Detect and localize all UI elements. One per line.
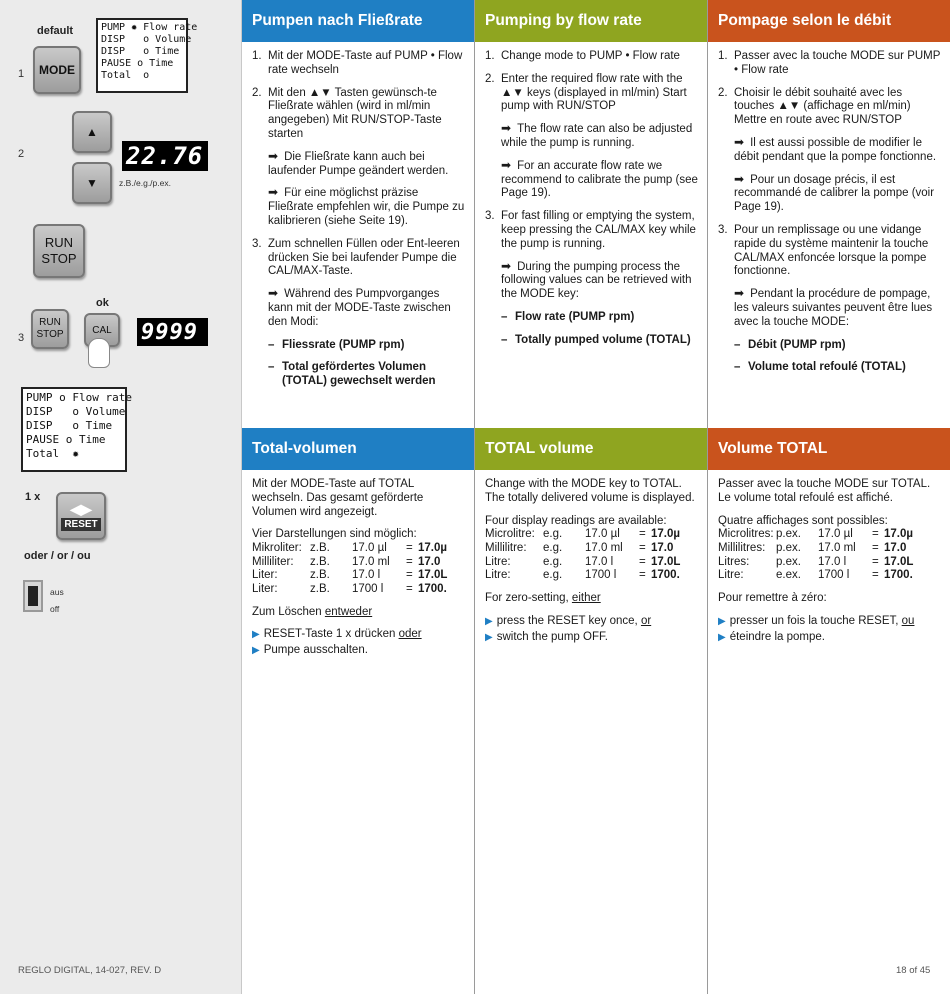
display-readings-intro: Four display readings are available: bbox=[485, 514, 667, 527]
units-cell: = bbox=[639, 555, 646, 568]
units-table bbox=[252, 542, 447, 596]
units-row bbox=[485, 528, 680, 542]
note-1: ➡ The flow rate can also be adjusted while the pump is running. bbox=[501, 121, 693, 149]
units-cell: 17.0L bbox=[418, 569, 448, 582]
column-german bbox=[242, 0, 475, 994]
flow-instructions-en bbox=[485, 50, 699, 366]
reset-intro: Zum Löschen entweder bbox=[252, 605, 373, 618]
finger-icon bbox=[88, 338, 110, 368]
units-table bbox=[718, 528, 913, 582]
units-cell: Liter: bbox=[252, 569, 278, 582]
units-cell: = bbox=[406, 555, 413, 568]
units-cell: 1700. bbox=[418, 582, 447, 595]
sidebar-illustrations bbox=[0, 0, 242, 994]
mode-item: – Volume total refoulé (TOTAL) bbox=[734, 361, 906, 374]
arrow-icon: ➡ bbox=[734, 171, 745, 186]
arrow-icon: ➡ bbox=[268, 185, 279, 200]
units-cell: 17.0 l bbox=[352, 569, 381, 582]
cal-key-label: CAL bbox=[92, 324, 112, 336]
units-cell: p.ex. bbox=[776, 555, 801, 568]
units-cell: 17.0 bbox=[651, 541, 674, 554]
run-stop-key-label: RUN STOP bbox=[41, 235, 77, 266]
units-cell: Mikroliter: bbox=[252, 542, 302, 555]
power-switch-icon bbox=[23, 580, 43, 612]
units-cell: = bbox=[872, 528, 879, 541]
triangle-bullet-icon: ▶ bbox=[252, 629, 260, 641]
step-1: 1. Passer avec la touche MODE sur PUMP • Flow rate bbox=[718, 50, 941, 76]
ok-label: ok bbox=[96, 297, 109, 309]
display-readings-intro: Vier Darstellungen sind möglich: bbox=[252, 528, 417, 541]
units-cell: Millilitre: bbox=[485, 541, 527, 554]
up-key bbox=[72, 111, 112, 153]
section-title-flow-fr: Pompage selon le débit bbox=[708, 0, 950, 42]
units-cell: Milliliter: bbox=[252, 555, 294, 568]
mode-display-lcd-flow: PUMP ✹ Flow rate DISP o Volume DISP o Time PAUSE o Time Total o bbox=[96, 18, 188, 93]
units-cell: Microlitres: bbox=[718, 528, 774, 541]
arrow-icon: ➡ bbox=[501, 258, 512, 273]
units-cell: z.B. bbox=[310, 555, 330, 568]
units-cell: p.ex. bbox=[776, 541, 801, 554]
units-cell: = bbox=[406, 569, 413, 582]
note-3: ➡ Während des Pumpvorganges kann mit der MODE-Taste zwischen den Modi: bbox=[268, 286, 451, 328]
units-cell: 17.0 µl bbox=[585, 528, 620, 541]
mode-item: – Flow rate (PUMP rpm) bbox=[501, 310, 635, 323]
section-title-flow-de: Pumpen nach Fließrate bbox=[242, 0, 474, 42]
mode-display-lcd-total: PUMP o Flow rate DISP o Volume DISP o Time PAUSE o Time Total ✹ bbox=[21, 387, 127, 472]
run-stop-small-label: RUN STOP bbox=[36, 317, 64, 340]
mode-key-label: MODE bbox=[39, 63, 75, 77]
example-note: z.B./e.g./p.ex. bbox=[119, 178, 171, 188]
step-3: 3. Pour un remplissage ou une vidange rapide du système maintenir la touche CAL/MAX enfoncée lorsque la pompe fonctionne. ➡ Pendant la procédure de pompage, les valeurs suivantes peuvent être lues avec la touche MODE: – Débit (PUMP rpm) – Volume total refoulé (TOTAL) bbox=[718, 224, 942, 384]
note-2: ➡ For an accurate flow rate we recommend to calibrate the pump (see Page 19). bbox=[501, 157, 698, 200]
total-instructions-de bbox=[252, 478, 466, 658]
units-row bbox=[485, 569, 680, 583]
units-row bbox=[252, 583, 447, 597]
section-title-total-de: Total-volumen bbox=[242, 428, 474, 470]
arrow-icon: ➡ bbox=[268, 148, 279, 163]
triangle-bullet-icon: ▶ bbox=[485, 631, 493, 643]
reset-option-2: ▶ Pumpe ausschalten. bbox=[252, 644, 368, 657]
units-cell: = bbox=[639, 541, 646, 554]
units-cell: 17.0 ml bbox=[818, 541, 856, 554]
units-cell: = bbox=[639, 569, 646, 582]
units-cell: z.B. bbox=[310, 569, 330, 582]
units-row bbox=[718, 556, 913, 570]
max-display: 9999 bbox=[137, 318, 208, 346]
units-cell: 17.0µ bbox=[418, 542, 448, 555]
total-instructions-fr bbox=[718, 478, 942, 645]
times-label: 1 x bbox=[25, 491, 41, 503]
footer-document-id: REGLO DIGITAL, 14-027, REV. D bbox=[18, 965, 162, 976]
units-cell: 1700. bbox=[884, 569, 913, 582]
units-cell: 17.0 ml bbox=[585, 541, 623, 554]
arrow-icon: ➡ bbox=[734, 286, 745, 301]
triangle-bullet-icon: ▶ bbox=[485, 615, 493, 627]
step-2: 2. Choisir le débit souhaité avec les touches ▲▼ (affichage en ml/min) Mettre en route avec RUN/STOP ➡ Il est aussi possible de modifier le débit pendant que la pompe fonctionne. ➡ Pour un dosage précis, il est recommandé de calibrer la pompe (voir Page 19). bbox=[718, 87, 942, 215]
units-cell: e.g. bbox=[543, 528, 563, 541]
mode-item: – Fliessrate (PUMP rpm) bbox=[268, 338, 405, 351]
units-row bbox=[718, 569, 913, 583]
flow-instructions-de bbox=[252, 50, 466, 407]
arrow-icon: ➡ bbox=[268, 286, 279, 301]
units-cell: 17.0 bbox=[884, 541, 907, 554]
footer-page-number: 18 of 45 bbox=[896, 965, 931, 976]
or-label: oder / or / ou bbox=[24, 550, 91, 562]
units-cell: 17.0 bbox=[418, 555, 441, 568]
step-3-number: 3 bbox=[18, 332, 25, 344]
step-1: 1. Change mode to PUMP • Flow rate bbox=[485, 50, 680, 62]
step-2: 2. Enter the required flow rate with the ▲▼ keys (displayed in ml/min) Start pump with RUN/STOP ➡ The flow rate can also be adjusted while the pump is running. ➡ For an accurate flow rate we recommend to calibrate the pump (see Page 19). bbox=[485, 72, 698, 200]
units-row bbox=[252, 542, 447, 556]
run-stop-key bbox=[33, 224, 85, 278]
total-intro: Passer avec la touche MODE sur TOTAL. Le volume total refoulé est affiché. bbox=[718, 478, 931, 504]
section-title-total-en: TOTAL volume bbox=[475, 428, 707, 470]
units-cell: Millilitres: bbox=[718, 541, 766, 554]
arrow-icon: ➡ bbox=[734, 134, 745, 149]
flow-instructions-fr bbox=[718, 50, 942, 393]
units-cell: 17.0 µl bbox=[818, 528, 853, 541]
units-cell: Litres: bbox=[718, 555, 750, 568]
reset-intro: For zero-setting, either bbox=[485, 591, 601, 604]
section-title-flow-en: Pumping by flow rate bbox=[475, 0, 707, 42]
units-cell: 17.0 l bbox=[818, 555, 847, 568]
column-french bbox=[708, 0, 950, 994]
reset-key bbox=[56, 492, 106, 540]
total-intro: Mit der MODE-Taste auf TOTAL wechseln. Das gesamt geförderte Volumen wird angezeigt. bbox=[252, 478, 424, 518]
step-1: 1. Mit der MODE-Taste auf PUMP • Flow rate wechseln bbox=[252, 50, 463, 76]
step-2: 2. Mit den ▲▼ Tasten gewünsch-te Fließrate wählen (wird in ml/min angegeben) Mit RUN/STOP-Taste starten ➡ Die Fließrate kann auch bei laufender Pumpe geändert werden. ➡ Für eine möglichst präzise Fließrate empfehlen wir, die Pumpe zu kalibrieren (siehe Seite 19). bbox=[252, 86, 465, 227]
default-label: default bbox=[37, 25, 74, 37]
units-row bbox=[252, 569, 447, 583]
units-cell: e.ex. bbox=[776, 569, 801, 582]
units-cell: 17.0 ml bbox=[352, 555, 390, 568]
units-cell: = bbox=[872, 569, 879, 582]
reset-option-1: ▶ press the RESET key once, or bbox=[485, 614, 652, 627]
units-row bbox=[718, 542, 913, 556]
note-1: ➡ Die Fließrate kann auch bei laufender Pumpe geändert werden. bbox=[268, 148, 449, 177]
down-key bbox=[72, 162, 112, 204]
column-english bbox=[475, 0, 708, 994]
units-cell: Litre: bbox=[718, 569, 744, 582]
units-cell: 17.0L bbox=[651, 555, 681, 568]
units-cell: 17.0L bbox=[884, 555, 914, 568]
reset-option-2: ▶ switch the pump OFF. bbox=[485, 630, 608, 643]
note-2: ➡ Pour un dosage précis, il est recommandé de calibrer la pompe (voir Page 19). bbox=[734, 171, 935, 214]
units-cell: 17.0 µl bbox=[352, 542, 387, 555]
run-stop-small-key bbox=[31, 309, 69, 349]
units-cell: = bbox=[406, 542, 413, 555]
display-readings-intro: Quatre affichages sont possibles: bbox=[718, 514, 888, 527]
reset-key-label: RESET bbox=[61, 518, 100, 531]
mode-item: – Totally pumped volume (TOTAL) bbox=[501, 333, 691, 346]
section-title-total-fr: Volume TOTAL bbox=[708, 428, 950, 470]
units-cell: 1700. bbox=[651, 569, 680, 582]
units-cell: 17.0 l bbox=[585, 555, 614, 568]
step-1-number: 1 bbox=[18, 68, 25, 80]
note-2: ➡ Für eine möglichst präzise Fließrate empfehlen wir, die Pumpe zu kalibrieren (siehe Seite 19). bbox=[268, 185, 465, 227]
up-arrow-icon: ▲ bbox=[86, 125, 98, 139]
units-cell: z.B. bbox=[310, 542, 330, 555]
units-cell: 17.0µ bbox=[884, 528, 914, 541]
units-cell: = bbox=[639, 528, 646, 541]
units-cell: Litre: bbox=[485, 555, 511, 568]
step-2-number: 2 bbox=[18, 148, 25, 160]
units-cell: = bbox=[872, 555, 879, 568]
units-cell: Liter: bbox=[252, 582, 278, 595]
units-row bbox=[252, 556, 447, 570]
left-right-arrows-icon: ◀▶ bbox=[70, 501, 92, 517]
units-cell: p.ex. bbox=[776, 528, 801, 541]
units-cell: e.g. bbox=[543, 541, 563, 554]
triangle-bullet-icon: ▶ bbox=[718, 631, 726, 643]
units-cell: Microlitre: bbox=[485, 528, 535, 541]
units-cell: z.B. bbox=[310, 582, 330, 595]
units-cell: 1700 l bbox=[818, 569, 850, 582]
reset-intro: Pour remettre à zéro: bbox=[718, 591, 827, 604]
reset-option-1: ▶ presser un fois la touche RESET, ou bbox=[718, 614, 915, 627]
units-cell: 17.0µ bbox=[651, 528, 681, 541]
units-cell: e.g. bbox=[543, 569, 563, 582]
off-label-de: aus bbox=[50, 587, 64, 597]
reset-option-1: ▶ RESET-Taste 1 x drücken oder bbox=[252, 628, 422, 641]
mode-item: – Total gefördertes Volumen (TOTAL) gewechselt werden bbox=[268, 361, 436, 388]
units-table bbox=[485, 528, 680, 582]
units-cell: = bbox=[406, 582, 413, 595]
units-cell: = bbox=[872, 541, 879, 554]
arrow-icon: ➡ bbox=[501, 121, 512, 136]
note-3: ➡ During the pumping process the following values can be retrieved with the MODE key: bbox=[501, 258, 692, 301]
down-arrow-icon: ▼ bbox=[86, 176, 98, 190]
flow-rate-display: 22.76 bbox=[122, 141, 208, 171]
note-3: ➡ Pendant la procédure de pompage, les valeurs suivantes peuvent être lues avec la touche MODE: bbox=[734, 286, 933, 328]
arrow-icon: ➡ bbox=[501, 157, 512, 172]
mode-key bbox=[33, 46, 81, 94]
step-3: 3. Zum schnellen Füllen oder Ent-leeren drücken Sie bei laufender Pumpe die CAL/MAX-Taste. ➡ Während des Pumpvorganges kann mit der MODE-Taste zwischen den Modi: – Fliessrate (PUMP rpm) – Total gefördertes Volumen (TOTAL) gewechselt werden bbox=[252, 238, 466, 398]
units-cell: 1700 l bbox=[352, 582, 384, 595]
units-row bbox=[718, 528, 913, 542]
triangle-bullet-icon: ▶ bbox=[718, 615, 726, 627]
units-cell: e.g. bbox=[543, 555, 563, 568]
note-1: ➡ Il est aussi possible de modifier le débit pendant que la pompe fonctionne. bbox=[734, 134, 937, 163]
units-cell: Litre: bbox=[485, 569, 511, 582]
triangle-bullet-icon: ▶ bbox=[252, 645, 260, 657]
total-intro: Change with the MODE key to TOTAL. The totally delivered volume is displayed. bbox=[485, 478, 695, 504]
reset-option-2: ▶ éteindre la pompe. bbox=[718, 630, 825, 643]
units-cell: 1700 l bbox=[585, 569, 617, 582]
mode-item: – Débit (PUMP rpm) bbox=[734, 338, 846, 351]
units-row bbox=[485, 542, 680, 556]
step-3: 3. For fast filling or emptying the system, keep pressing the CAL/MAX key while the pump is running. ➡ During the pumping process the following values can be retrieved with the MODE key: – Flow rate (PUMP rpm) – Totally pumped volume (TOTAL) bbox=[485, 210, 699, 356]
total-instructions-en bbox=[485, 478, 699, 645]
off-label-en: off bbox=[50, 604, 60, 614]
units-row bbox=[485, 556, 680, 570]
